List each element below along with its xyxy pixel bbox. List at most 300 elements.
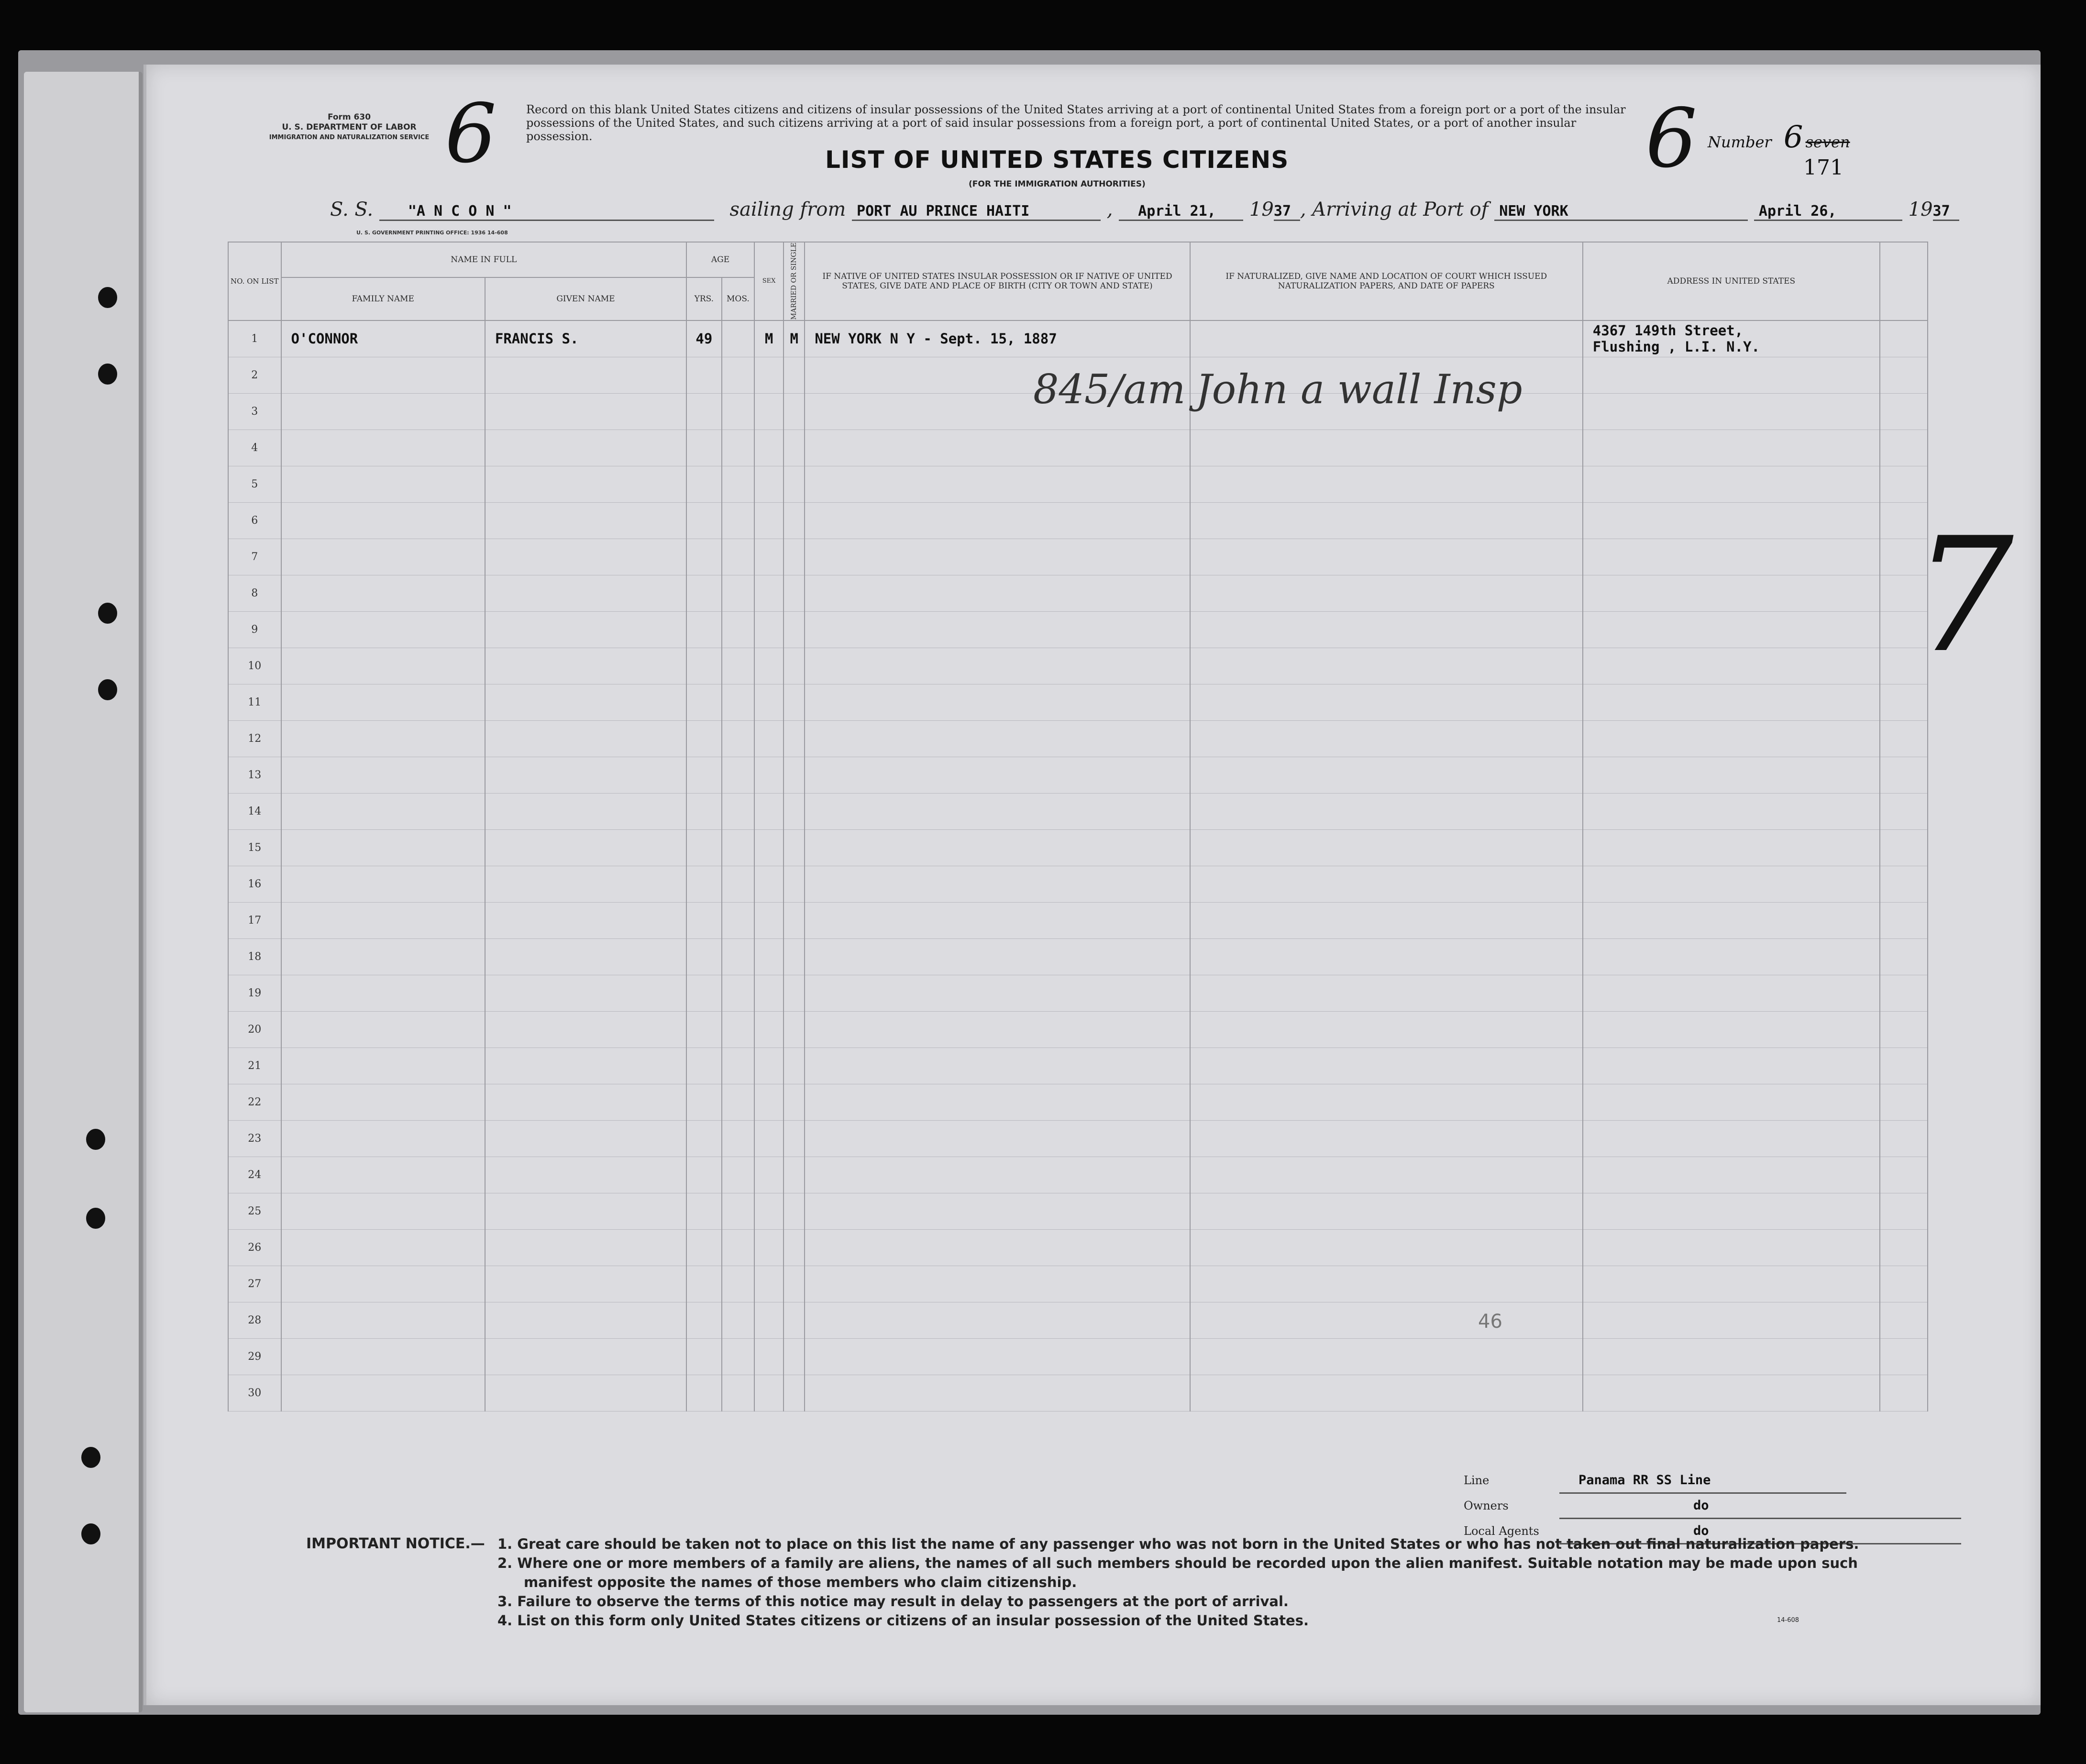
naturalization-cell (1190, 1338, 1583, 1375)
address-line: 4367 149th Street, (1592, 322, 1744, 339)
age-months-cell (722, 393, 754, 430)
sex-cell (754, 539, 784, 575)
row-number: 14 (228, 793, 281, 829)
header-months: MOS. (722, 277, 754, 320)
birth-place-date-cell (805, 793, 1190, 829)
age-months-cell (722, 1011, 754, 1047)
table-row (228, 902, 1928, 938)
line-row (1464, 1468, 1961, 1494)
owners-value: do (1559, 1494, 1961, 1519)
birth-place-date-cell (805, 539, 1190, 575)
age-months-cell (722, 430, 754, 466)
departure-port: PORT AU PRINCE HAITI (852, 203, 1101, 221)
address-cell (1583, 466, 1880, 502)
family-name-cell (281, 1375, 485, 1411)
marital-status-cell (784, 1193, 805, 1229)
given-name-cell (485, 684, 686, 720)
age-years-cell (686, 757, 722, 793)
row-number: 17 (228, 902, 281, 938)
header-extra (1880, 242, 1928, 320)
sex-cell (754, 1266, 784, 1302)
age-months-cell (722, 938, 754, 975)
family-name-cell (281, 393, 485, 430)
naturalization-cell (1190, 1302, 1583, 1338)
naturalization-cell (1190, 1011, 1583, 1047)
number-struck-word: seven (1805, 133, 1850, 151)
address-cell (1583, 684, 1880, 720)
given-name-cell (485, 1302, 686, 1338)
row-number: 2 (228, 357, 281, 393)
age-months-cell (722, 1084, 754, 1120)
birth-place-date-cell (805, 648, 1190, 684)
age-months-cell (722, 866, 754, 902)
address-cell (1583, 1157, 1880, 1193)
sex-cell (754, 1120, 784, 1157)
row-number: 26 (228, 1229, 281, 1266)
birth-place-date-cell (805, 1302, 1190, 1338)
address-cell (1583, 1229, 1880, 1266)
table-row (228, 539, 1928, 575)
table-row (228, 1047, 1928, 1084)
age-years-cell (686, 502, 722, 539)
family-name-cell (281, 357, 485, 393)
sex-cell (754, 720, 784, 757)
age-months-cell (722, 684, 754, 720)
given-name-cell (485, 1120, 686, 1157)
age-years-cell (686, 684, 722, 720)
service-name: IMMIGRATION AND NATURALIZATION SERVICE (269, 134, 430, 141)
sex-cell (754, 357, 784, 393)
age-years-cell (686, 648, 722, 684)
header-address: ADDRESS IN UNITED STATES (1583, 242, 1880, 320)
given-name-cell (485, 1193, 686, 1229)
form-number: Form 630 (327, 112, 371, 122)
birth-place-date-cell (805, 829, 1190, 866)
extra-cell (1880, 720, 1928, 757)
family-name-cell (281, 829, 485, 866)
printing-office-note: U. S. GOVERNMENT PRINTING OFFICE: 1936 14-608 (356, 230, 508, 236)
sex-cell (754, 466, 784, 502)
naturalization-cell (1190, 1120, 1583, 1157)
age-years-cell (686, 357, 722, 393)
age-years-cell (686, 430, 722, 466)
extra-cell (1880, 1266, 1928, 1302)
age-months-cell (722, 320, 754, 357)
birth-place-date-cell (805, 1011, 1190, 1047)
extra-cell (1880, 938, 1928, 975)
birth-place-date-cell (805, 866, 1190, 902)
family-name-cell (281, 793, 485, 829)
given-name-cell (485, 466, 686, 502)
family-name-cell (281, 539, 485, 575)
departure-year: 37 (1274, 203, 1300, 221)
extra-cell (1880, 1193, 1928, 1229)
extra-cell (1880, 1375, 1928, 1411)
address-cell (1583, 720, 1880, 757)
sex-cell (754, 1047, 784, 1084)
extra-cell (1880, 793, 1928, 829)
notice-item-3: 3. Failure to observe the terms of this notice may result in delay to passengers at the port of arrival. (497, 1593, 1289, 1610)
arrival-date: April 26, (1754, 203, 1902, 221)
binder-strip (24, 72, 143, 1712)
age-years-cell (686, 829, 722, 866)
birth-place-date-cell (805, 1338, 1190, 1375)
address-cell (1583, 902, 1880, 938)
given-name-cell (485, 502, 686, 539)
given-name-cell (485, 975, 686, 1011)
sex-cell (754, 430, 784, 466)
given-name-cell (485, 720, 686, 757)
age-years-cell (686, 720, 722, 757)
extra-cell (1880, 357, 1928, 393)
marital-status-cell (784, 1338, 805, 1375)
stamp-number: 46 (1478, 1311, 1502, 1333)
row-number: 20 (228, 1011, 281, 1047)
ship-name: "A N C O N " (379, 203, 714, 221)
age-months-cell (722, 539, 754, 575)
line-value: Panama RR SS Line (1559, 1468, 1846, 1494)
birth-place-date-cell (805, 902, 1190, 938)
row-number: 25 (228, 1193, 281, 1229)
marital-status-cell (784, 430, 805, 466)
sailing-label: sailing from (729, 198, 846, 220)
given-name-cell (485, 357, 686, 393)
address-cell (1583, 1375, 1880, 1411)
sex-cell (754, 829, 784, 866)
age-months-cell (722, 466, 754, 502)
marital-status-cell (784, 393, 805, 430)
age-years-cell (686, 1193, 722, 1229)
row-number: 23 (228, 1120, 281, 1157)
address-cell (1583, 575, 1880, 611)
number-label: Number (1708, 133, 1772, 151)
marital-status-cell (784, 466, 805, 502)
naturalization-cell (1190, 502, 1583, 539)
family-name-cell (281, 1011, 485, 1047)
header-sex: SEX (754, 242, 784, 320)
given-name-cell (485, 902, 686, 938)
address-cell (1583, 866, 1880, 902)
arriving-label: , Arriving at Port of (1300, 198, 1489, 220)
row-number: 7 (228, 539, 281, 575)
sex-cell (754, 502, 784, 539)
birth-place-date-cell (805, 611, 1190, 648)
table-row (228, 793, 1928, 829)
address-cell (1583, 611, 1880, 648)
row-number: 19 (228, 975, 281, 1011)
table-row (228, 684, 1928, 720)
given-name-cell (485, 539, 686, 575)
row-number: 16 (228, 866, 281, 902)
extra-cell (1880, 757, 1928, 793)
age-years-cell: 49 (686, 320, 722, 357)
family-name-cell (281, 1084, 485, 1120)
given-name-cell (485, 829, 686, 866)
sex-cell (754, 1375, 784, 1411)
birth-place-date-cell (805, 466, 1190, 502)
family-name-cell (281, 502, 485, 539)
naturalization-cell (1190, 684, 1583, 720)
given-name-cell (485, 1229, 686, 1266)
table-row (228, 611, 1928, 648)
age-months-cell (722, 648, 754, 684)
sex-cell (754, 1193, 784, 1229)
address-cell (1583, 393, 1880, 430)
form-title: LIST OF UNITED STATES CITIZENS (825, 146, 1289, 174)
row-number: 9 (228, 611, 281, 648)
form-identifier (268, 112, 430, 143)
manifest-body (228, 320, 1928, 1411)
table-row (228, 1229, 1928, 1266)
given-name-cell (485, 1375, 686, 1411)
header-birth: IF NATIVE OF UNITED STATES INSULAR POSSESSION OR IF NATIVE OF UNITED STATES, GIVE DATE AND PLACE OF BIRTH (CITY OR TOWN AND STATE) (805, 242, 1190, 320)
family-name-cell (281, 757, 485, 793)
marital-status-cell (784, 539, 805, 575)
address-cell (1583, 502, 1880, 539)
marital-status-cell (784, 1157, 805, 1193)
naturalization-cell (1190, 1229, 1583, 1266)
marital-status-cell (784, 757, 805, 793)
voyage-line: S. S. "A N C O N " sailing from PORT AU PRINCE HAITI , April 21, 1937 , Arriving at Port of NEW YORK April 26, 1937 (330, 198, 1959, 221)
age-years-cell (686, 938, 722, 975)
notice-heading: IMPORTANT NOTICE.— (306, 1535, 485, 1552)
table-row (228, 648, 1928, 684)
sex-cell (754, 575, 784, 611)
birth-place-date-cell (805, 1229, 1190, 1266)
naturalization-cell (1190, 466, 1583, 502)
sex-cell (754, 1229, 784, 1266)
age-months-cell (722, 1302, 754, 1338)
family-name-cell (281, 1302, 485, 1338)
handwritten-number-left: 6 (445, 87, 497, 181)
sex-cell (754, 684, 784, 720)
table-row (228, 466, 1928, 502)
sex-cell (754, 1084, 784, 1120)
age-months-cell (722, 793, 754, 829)
department-name: U. S. DEPARTMENT OF LABOR (282, 122, 417, 132)
birth-place-date-cell (805, 1157, 1190, 1193)
age-years-cell (686, 575, 722, 611)
age-months-cell (722, 902, 754, 938)
given-name-cell (485, 793, 686, 829)
naturalization-cell (1190, 793, 1583, 829)
extra-cell (1880, 975, 1928, 1011)
family-name-cell (281, 648, 485, 684)
marital-status-cell (784, 866, 805, 902)
row-number: 29 (228, 1338, 281, 1375)
birth-place-date-cell (805, 757, 1190, 793)
row-number: 1 (228, 320, 281, 357)
binder-hole (86, 1129, 105, 1150)
row-number: 12 (228, 720, 281, 757)
age-years-cell (686, 1157, 722, 1193)
age-years-cell (686, 1084, 722, 1120)
table-row (228, 866, 1928, 902)
page-number: 171 (1803, 155, 1843, 180)
table-row (228, 575, 1928, 611)
header-age: AGE (686, 242, 754, 277)
birth-place-date-cell (805, 1193, 1190, 1229)
given-name-cell (485, 611, 686, 648)
naturalization-cell (1190, 1047, 1583, 1084)
extra-cell (1880, 1047, 1928, 1084)
table-row (228, 757, 1928, 793)
inspector-signature: John a wall Insp (1196, 366, 1523, 413)
header-number: NO. ON LIST (228, 242, 281, 320)
row-number: 24 (228, 1157, 281, 1193)
family-name-cell (281, 938, 485, 975)
family-name-cell (281, 1266, 485, 1302)
year-prefix: 19 (1908, 198, 1933, 220)
marital-status-cell (784, 357, 805, 393)
birth-place-date-cell (805, 975, 1190, 1011)
marital-status-cell (784, 648, 805, 684)
age-years-cell (686, 1011, 722, 1047)
naturalization-cell (1190, 829, 1583, 866)
age-years-cell (686, 975, 722, 1011)
marital-status-cell (784, 502, 805, 539)
sex-cell (754, 393, 784, 430)
extra-cell (1880, 684, 1928, 720)
address-cell (1583, 539, 1880, 575)
row-number: 4 (228, 430, 281, 466)
marital-status-cell: M (784, 320, 805, 357)
row-number: 13 (228, 757, 281, 793)
birth-place-date-cell (805, 575, 1190, 611)
given-name-cell (485, 1338, 686, 1375)
table-row (228, 502, 1928, 539)
age-months-cell (722, 357, 754, 393)
extra-cell (1880, 1302, 1928, 1338)
binder-hole (98, 364, 117, 385)
address-cell (1583, 1193, 1880, 1229)
marital-status-cell (784, 829, 805, 866)
table-row (228, 938, 1928, 975)
row-number: 6 (228, 502, 281, 539)
extra-cell (1880, 1084, 1928, 1120)
family-name-cell (281, 575, 485, 611)
age-years-cell (686, 1302, 722, 1338)
age-months-cell (722, 757, 754, 793)
sex-cell (754, 938, 784, 975)
address-cell (1583, 648, 1880, 684)
family-name-cell (281, 902, 485, 938)
marital-status-cell (784, 1375, 805, 1411)
header-married-single: MARRIED OR SINGLE (784, 242, 805, 320)
family-name-cell (281, 866, 485, 902)
given-name-cell (485, 1266, 686, 1302)
age-years-cell (686, 1120, 722, 1157)
notice-item-2-cont: manifest opposite the names of those members who claim citizenship. (524, 1574, 1077, 1590)
extra-cell (1880, 1011, 1928, 1047)
naturalization-cell (1190, 1193, 1583, 1229)
row-number: 18 (228, 938, 281, 975)
extra-cell (1880, 1229, 1928, 1266)
address-cell (1583, 1338, 1880, 1375)
manifest-table (228, 242, 1928, 1471)
marital-status-cell (784, 1120, 805, 1157)
handwritten-time: 845/am (1033, 366, 1186, 413)
age-months-cell (722, 1193, 754, 1229)
header-naturalization: IF NATURALIZED, GIVE NAME AND LOCATION OF COURT WHICH ISSUED NATURALIZATION PAPERS, AND DATE OF PAPERS (1190, 242, 1583, 320)
age-years-cell (686, 1047, 722, 1084)
naturalization-cell (1190, 1157, 1583, 1193)
address-cell (1583, 1120, 1880, 1157)
given-name-cell (485, 575, 686, 611)
age-months-cell (722, 829, 754, 866)
given-name-cell (485, 1157, 686, 1193)
age-months-cell (722, 720, 754, 757)
table-row (228, 829, 1928, 866)
address-cell (1583, 829, 1880, 866)
table-row (228, 1157, 1928, 1193)
family-name-cell (281, 1338, 485, 1375)
family-name-cell (281, 1157, 485, 1193)
table-row (228, 720, 1928, 757)
table-row (228, 1302, 1928, 1338)
extra-cell (1880, 430, 1928, 466)
notice-list (497, 1534, 1859, 1630)
ss-label: S. S. (330, 198, 374, 220)
given-name-cell (485, 1047, 686, 1084)
marital-status-cell (784, 1084, 805, 1120)
age-months-cell (722, 1120, 754, 1157)
notice-item-2: 2. Where one or more members of a family are aliens, the names of all such members should be recorded upon the alien manifest. Suitable notation may be made upon such (497, 1555, 1858, 1571)
sex-cell (754, 611, 784, 648)
table-row (228, 1375, 1928, 1411)
family-name-cell (281, 684, 485, 720)
sex-cell (754, 975, 784, 1011)
table-row (228, 1266, 1928, 1302)
age-years-cell (686, 793, 722, 829)
address-cell (1583, 1011, 1880, 1047)
binder-hole (81, 1523, 100, 1544)
marital-status-cell (784, 902, 805, 938)
owners-label: Owners (1464, 1499, 1509, 1512)
header-given-name: GIVEN NAME (485, 277, 686, 320)
address-cell (1583, 320, 1880, 357)
age-months-cell (722, 1375, 754, 1411)
given-name-cell (485, 648, 686, 684)
marital-status-cell (784, 793, 805, 829)
row-number: 10 (228, 648, 281, 684)
binder-hole (86, 1208, 105, 1229)
family-name-cell (281, 466, 485, 502)
address-cell (1583, 793, 1880, 829)
list-number (1708, 120, 1850, 155)
row-number: 27 (228, 1266, 281, 1302)
birth-place-date-cell (805, 1084, 1190, 1120)
birth-place-date-cell (805, 1266, 1190, 1302)
age-years-cell (686, 466, 722, 502)
age-years-cell (686, 902, 722, 938)
age-months-cell (722, 575, 754, 611)
marital-status-cell (784, 1047, 805, 1084)
table-row (228, 1084, 1928, 1120)
marital-status-cell (784, 575, 805, 611)
family-name-cell (281, 1193, 485, 1229)
address-cell (1583, 357, 1880, 393)
number-value: 6 (1783, 120, 1803, 155)
age-months-cell (722, 1229, 754, 1266)
family-name-cell (281, 1120, 485, 1157)
row-number: 3 (228, 393, 281, 430)
family-name-cell: O'CONNOR (281, 320, 485, 357)
age-months-cell (722, 1157, 754, 1193)
sex-cell (754, 648, 784, 684)
marital-status-cell (784, 1011, 805, 1047)
row-number: 15 (228, 829, 281, 866)
